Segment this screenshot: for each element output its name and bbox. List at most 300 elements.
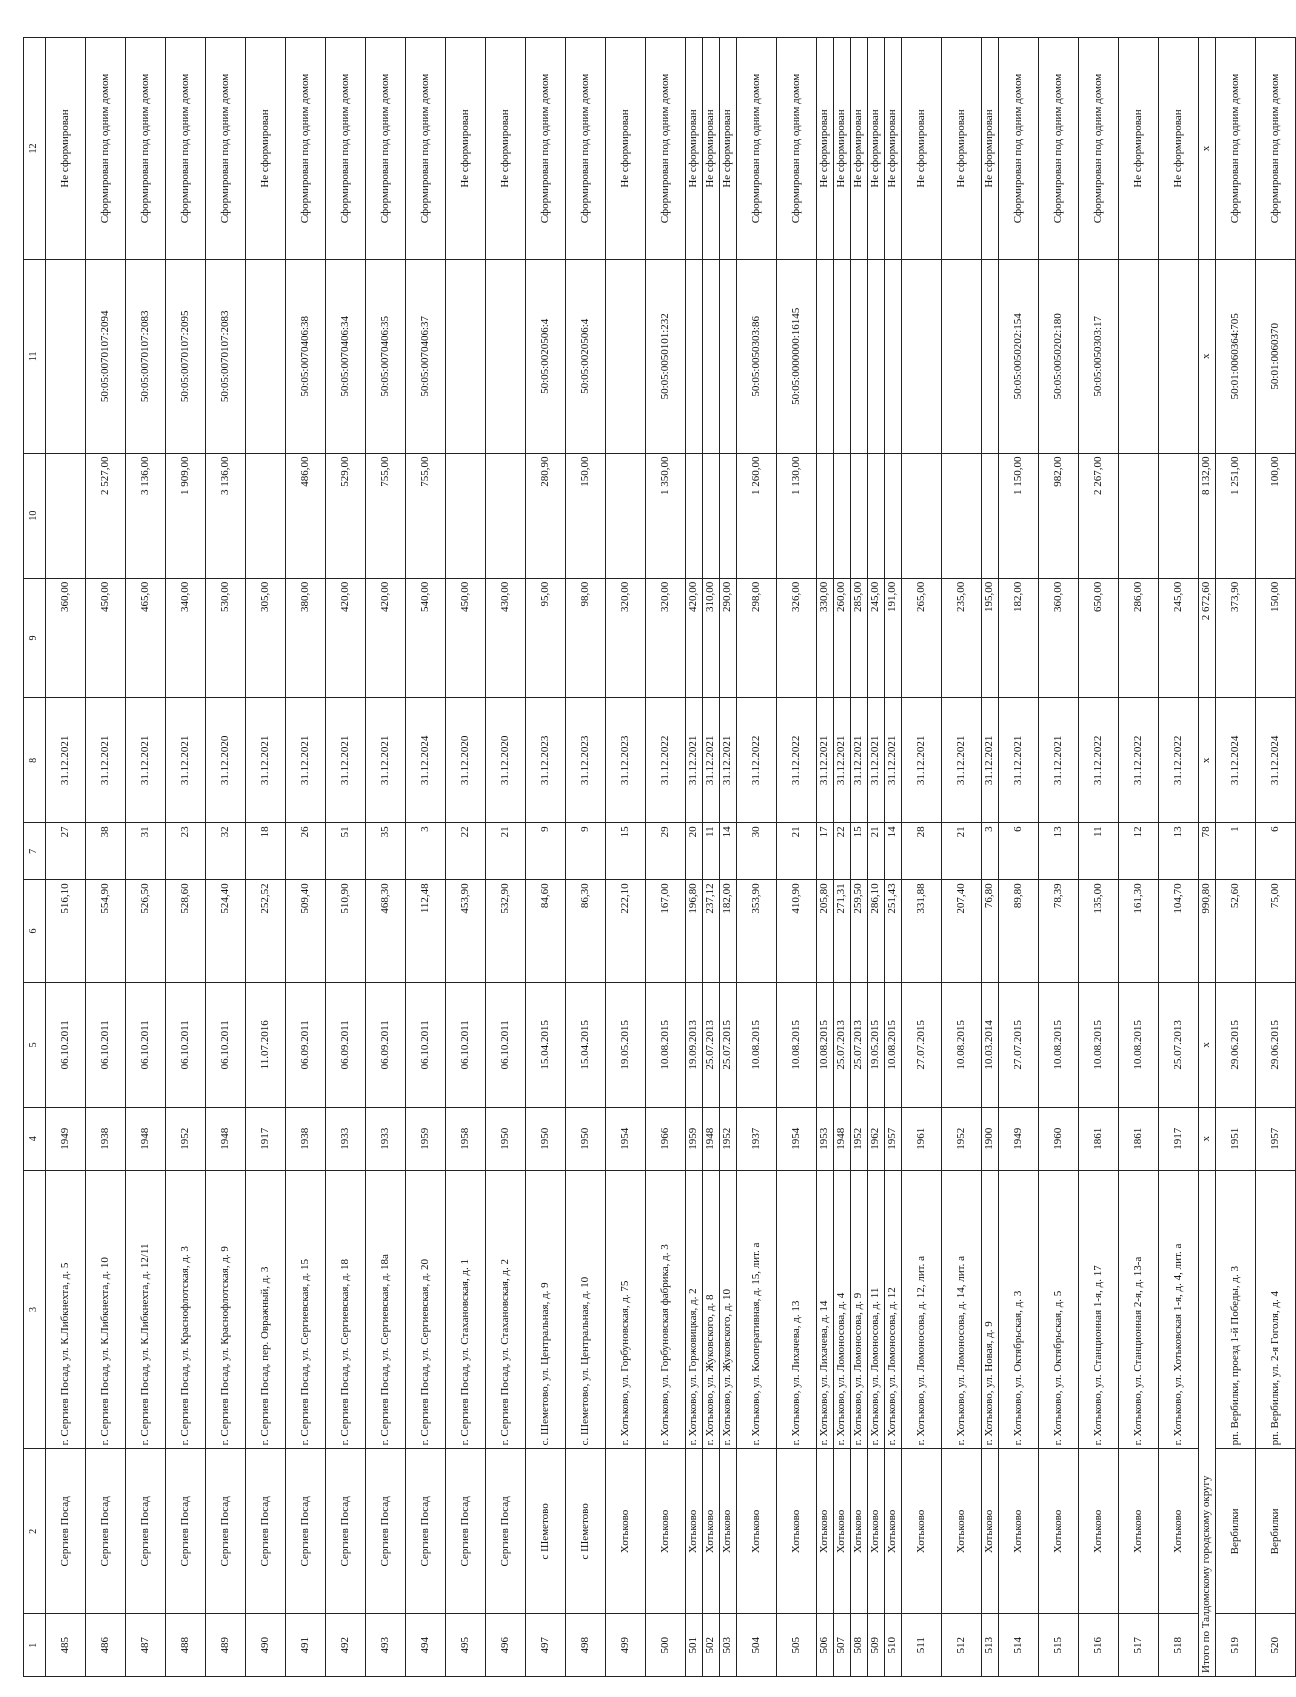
date: 25.07.2013 bbox=[834, 982, 851, 1107]
cadastral-number: 50:05:0070107:2095 bbox=[166, 260, 206, 453]
table-row bbox=[982, 38, 999, 1677]
cadastral-number: 50:05:0070107:2083 bbox=[206, 260, 246, 453]
build-year: 1961 bbox=[902, 1107, 942, 1170]
cadastral-area: 1 150,00 bbox=[999, 453, 1039, 578]
total-area: 78,39 bbox=[1039, 880, 1079, 982]
row-number: 498 bbox=[566, 1614, 606, 1677]
deadline: 31.12.2021 bbox=[851, 698, 868, 823]
total-label: Итого по Талдомскому городскому округу bbox=[1199, 1170, 1216, 1676]
residents: 3 bbox=[982, 823, 999, 880]
table-row bbox=[1256, 38, 1296, 1677]
land-area: 540,00 bbox=[406, 578, 446, 698]
deadline: 31.12.2021 bbox=[703, 698, 720, 823]
date: 10.03.2014 bbox=[982, 982, 999, 1107]
row-number: 510 bbox=[885, 1614, 902, 1677]
build-year: 1958 bbox=[446, 1107, 486, 1170]
cadastral-area bbox=[446, 453, 486, 578]
column-number: 5 bbox=[24, 982, 46, 1107]
total-area-land: 2 672,60 bbox=[1199, 578, 1216, 698]
settlement: Хотьково bbox=[720, 1449, 737, 1614]
settlement: Сергиев Посад bbox=[366, 1449, 406, 1614]
settlement: Хотьково bbox=[1119, 1449, 1159, 1614]
land-area: 265,00 bbox=[902, 578, 942, 698]
deadline: 31.12.2024 bbox=[1216, 698, 1256, 823]
land-area: 380,00 bbox=[286, 578, 326, 698]
total-deadline: x bbox=[1199, 698, 1216, 823]
status: Сформирован под одним домом bbox=[999, 38, 1039, 260]
residents: 31 bbox=[126, 823, 166, 880]
residents: 30 bbox=[737, 823, 777, 880]
cadastral-area: 982,00 bbox=[1039, 453, 1079, 578]
row-number: 509 bbox=[868, 1614, 885, 1677]
date: 10.08.2015 bbox=[1119, 982, 1159, 1107]
row-number: 518 bbox=[1159, 1614, 1199, 1677]
cadastral-number: 50:05:0050303:17 bbox=[1079, 260, 1119, 453]
cadastral-area: 486,00 bbox=[286, 453, 326, 578]
cadastral-number bbox=[686, 260, 703, 453]
row-number: 516 bbox=[1079, 1614, 1119, 1677]
deadline: 31.12.2021 bbox=[982, 698, 999, 823]
build-year: 1962 bbox=[868, 1107, 885, 1170]
total-area: 76,80 bbox=[982, 880, 999, 982]
column-number: 9 bbox=[24, 578, 46, 698]
settlement: Хотьково bbox=[902, 1449, 942, 1614]
land-area: 420,00 bbox=[686, 578, 703, 698]
total-area: 75,00 bbox=[1256, 880, 1296, 982]
land-area: 245,00 bbox=[1159, 578, 1199, 698]
cadastral-area: 2 527,00 bbox=[86, 453, 126, 578]
cadastral-area: 100,00 bbox=[1256, 453, 1296, 578]
settlement: Вербилки bbox=[1216, 1449, 1256, 1614]
document-sheet bbox=[23, 37, 1281, 1677]
row-number: 519 bbox=[1216, 1614, 1256, 1677]
build-year: 1949 bbox=[46, 1107, 86, 1170]
row-number: 505 bbox=[777, 1614, 817, 1677]
column-number: 11 bbox=[24, 260, 46, 453]
status: Сформирован под одним домом bbox=[1079, 38, 1119, 260]
settlement: Сергиев Посад bbox=[326, 1449, 366, 1614]
row-number: 489 bbox=[206, 1614, 246, 1677]
deadline: 31.12.2020 bbox=[486, 698, 526, 823]
cadastral-area bbox=[834, 453, 851, 578]
residents: 14 bbox=[720, 823, 737, 880]
total-area: 554,90 bbox=[86, 880, 126, 982]
land-area: 360,00 bbox=[1039, 578, 1079, 698]
build-year: 1950 bbox=[486, 1107, 526, 1170]
date: 06.10.2011 bbox=[46, 982, 86, 1107]
residents: 23 bbox=[166, 823, 206, 880]
cadastral-area bbox=[982, 453, 999, 578]
status: Сформирован под одним домом bbox=[86, 38, 126, 260]
cadastral-number bbox=[246, 260, 286, 453]
row-number: 517 bbox=[1119, 1614, 1159, 1677]
build-year: 1948 bbox=[834, 1107, 851, 1170]
address: г. Хотьково, ул. Лихачева, д. 14 bbox=[817, 1170, 834, 1449]
cadastral-area: 1 909,00 bbox=[166, 453, 206, 578]
settlement: Хотьково bbox=[777, 1449, 817, 1614]
status: Сформирован под одним домом bbox=[206, 38, 246, 260]
table-row bbox=[737, 38, 777, 1677]
cadastral-number bbox=[902, 260, 942, 453]
address: г. Хотьково, ул. Ломоносова, д. 4 bbox=[834, 1170, 851, 1449]
cadastral-area bbox=[720, 453, 737, 578]
address: г. Хотьково, ул. Ломоносова, д. 11 bbox=[868, 1170, 885, 1449]
row-number: 485 bbox=[46, 1614, 86, 1677]
deadline: 31.12.2021 bbox=[166, 698, 206, 823]
settlement: Хотьково bbox=[606, 1449, 646, 1614]
status: Сформирован под одним домом bbox=[326, 38, 366, 260]
land-area: 310,00 bbox=[703, 578, 720, 698]
date: 29.06.2015 bbox=[1256, 982, 1296, 1107]
total-area: 222,10 bbox=[606, 880, 646, 982]
settlement: Хотьково bbox=[646, 1449, 686, 1614]
total-row bbox=[1199, 38, 1216, 1677]
address: г. Сергиев Посад, ул. Стахановская, д. 2 bbox=[486, 1170, 526, 1449]
cadastral-area: 529,00 bbox=[326, 453, 366, 578]
status: Сформирован под одним домом bbox=[366, 38, 406, 260]
table-row bbox=[166, 38, 206, 1677]
deadline: 31.12.2022 bbox=[1159, 698, 1199, 823]
total-area: 196,80 bbox=[686, 880, 703, 982]
settlement: Хотьково bbox=[703, 1449, 720, 1614]
build-year: 1957 bbox=[885, 1107, 902, 1170]
settlement: Сергиев Посад bbox=[86, 1449, 126, 1614]
deadline: 31.12.2022 bbox=[777, 698, 817, 823]
deadline: 31.12.2022 bbox=[1079, 698, 1119, 823]
column-number-row bbox=[24, 38, 46, 1677]
status: Не сформирован bbox=[703, 38, 720, 260]
cadastral-area bbox=[851, 453, 868, 578]
deadline: 31.12.2022 bbox=[646, 698, 686, 823]
total-date: x bbox=[1199, 982, 1216, 1107]
deadline: 31.12.2023 bbox=[606, 698, 646, 823]
land-area: 340,00 bbox=[166, 578, 206, 698]
residents: 29 bbox=[646, 823, 686, 880]
residents: 26 bbox=[286, 823, 326, 880]
cadastral-number: 50:05:0020506:4 bbox=[566, 260, 606, 453]
date: 06.09.2011 bbox=[326, 982, 366, 1107]
residents: 20 bbox=[686, 823, 703, 880]
residents: 21 bbox=[486, 823, 526, 880]
housing-table bbox=[23, 37, 1296, 1677]
land-area: 430,00 bbox=[486, 578, 526, 698]
cadastral-number bbox=[982, 260, 999, 453]
date: 06.10.2011 bbox=[126, 982, 166, 1107]
cadastral-area: 2 267,00 bbox=[1079, 453, 1119, 578]
residents: 13 bbox=[1159, 823, 1199, 880]
status: Не сформирован bbox=[720, 38, 737, 260]
table-row bbox=[999, 38, 1039, 1677]
build-year: 1950 bbox=[566, 1107, 606, 1170]
status: Не сформирован bbox=[686, 38, 703, 260]
residents: 15 bbox=[606, 823, 646, 880]
cadastral-number: 50:05:0020506:4 bbox=[526, 260, 566, 453]
land-area: 285,00 bbox=[851, 578, 868, 698]
settlement: Хотьково bbox=[1159, 1449, 1199, 1614]
build-year: 1954 bbox=[606, 1107, 646, 1170]
residents: 18 bbox=[246, 823, 286, 880]
cadastral-area bbox=[703, 453, 720, 578]
total-area: 532,90 bbox=[486, 880, 526, 982]
status: Сформирован под одним домом bbox=[1256, 38, 1296, 260]
cadastral-area bbox=[1159, 453, 1199, 578]
deadline: 31.12.2020 bbox=[206, 698, 246, 823]
address: г. Хотьково, ул. Октябрьская, д. 3 bbox=[999, 1170, 1039, 1449]
table-row bbox=[868, 38, 885, 1677]
build-year: 1952 bbox=[720, 1107, 737, 1170]
date: 06.10.2011 bbox=[86, 982, 126, 1107]
deadline: 31.12.2021 bbox=[126, 698, 166, 823]
total-area: 207,40 bbox=[942, 880, 982, 982]
row-number: 495 bbox=[446, 1614, 486, 1677]
residents: 38 bbox=[86, 823, 126, 880]
land-area: 182,00 bbox=[999, 578, 1039, 698]
row-number: 511 bbox=[902, 1614, 942, 1677]
total-area: 259,50 bbox=[851, 880, 868, 982]
land-area: 286,00 bbox=[1119, 578, 1159, 698]
total-area: 135,00 bbox=[1079, 880, 1119, 982]
total-area: 182,00 bbox=[720, 880, 737, 982]
build-year: 1948 bbox=[703, 1107, 720, 1170]
row-number: 513 bbox=[982, 1614, 999, 1677]
column-number: 1 bbox=[24, 1614, 46, 1677]
table-row bbox=[646, 38, 686, 1677]
build-year: 1917 bbox=[1159, 1107, 1199, 1170]
row-number: 503 bbox=[720, 1614, 737, 1677]
residents: 21 bbox=[942, 823, 982, 880]
land-area: 290,00 bbox=[720, 578, 737, 698]
residents: 21 bbox=[868, 823, 885, 880]
deadline: 31.12.2021 bbox=[86, 698, 126, 823]
date: 25.07.2013 bbox=[703, 982, 720, 1107]
residents: 12 bbox=[1119, 823, 1159, 880]
row-number: 520 bbox=[1256, 1614, 1296, 1677]
cadastral-area bbox=[942, 453, 982, 578]
total-area: 251,43 bbox=[885, 880, 902, 982]
address: г. Сергиев Посад, ул. Сергиевская, д. 18 bbox=[326, 1170, 366, 1449]
land-area: 326,00 bbox=[777, 578, 817, 698]
deadline: 31.12.2021 bbox=[999, 698, 1039, 823]
table-row bbox=[486, 38, 526, 1677]
status: Сформирован под одним домом bbox=[126, 38, 166, 260]
status: Не сформирован bbox=[246, 38, 286, 260]
date: 06.10.2011 bbox=[206, 982, 246, 1107]
date: 10.08.2015 bbox=[1039, 982, 1079, 1107]
total-area: 526,50 bbox=[126, 880, 166, 982]
address: г. Хотьково, ул. Ломоносова, д. 9 bbox=[851, 1170, 868, 1449]
residents: 35 bbox=[366, 823, 406, 880]
land-area: 320,00 bbox=[646, 578, 686, 698]
cadastral-area bbox=[817, 453, 834, 578]
total-area: 104,70 bbox=[1159, 880, 1199, 982]
table-row bbox=[206, 38, 246, 1677]
land-area: 260,00 bbox=[834, 578, 851, 698]
total-area: 86,30 bbox=[566, 880, 606, 982]
address: рп. Вербилки, проезд 1-й Победы, д. 3 bbox=[1216, 1170, 1256, 1449]
settlement: с Шеметово bbox=[566, 1449, 606, 1614]
total-area: 252,52 bbox=[246, 880, 286, 982]
cadastral-number: 50:05:0000000:16145 bbox=[777, 260, 817, 453]
status: Сформирован под одним домом bbox=[1216, 38, 1256, 260]
settlement: Сергиев Посад bbox=[446, 1449, 486, 1614]
deadline: 31.12.2023 bbox=[526, 698, 566, 823]
deadline: 31.12.2022 bbox=[737, 698, 777, 823]
land-area: 450,00 bbox=[86, 578, 126, 698]
table-row bbox=[834, 38, 851, 1677]
cadastral-number bbox=[1159, 260, 1199, 453]
row-number: 500 bbox=[646, 1614, 686, 1677]
row-number: 490 bbox=[246, 1614, 286, 1677]
status: Сформирован под одним домом bbox=[777, 38, 817, 260]
address: г. Сергиев Посад, ул. К.Либкнехта, д. 10 bbox=[86, 1170, 126, 1449]
deadline: 31.12.2023 bbox=[566, 698, 606, 823]
build-year: 1949 bbox=[999, 1107, 1039, 1170]
row-number: 487 bbox=[126, 1614, 166, 1677]
address: г. Сергиев Посад, ул. К.Либкнехта, д. 5 bbox=[46, 1170, 86, 1449]
cadastral-area: 1 350,00 bbox=[646, 453, 686, 578]
settlement: Хотьково bbox=[1079, 1449, 1119, 1614]
address: г. Хотьково, ул. Станционная 2-я, д. 13-а bbox=[1119, 1170, 1159, 1449]
address: г. Сергиев Посад, ул. Сергиевская, д. 15 bbox=[286, 1170, 326, 1449]
land-area: 330,00 bbox=[817, 578, 834, 698]
table-row bbox=[406, 38, 446, 1677]
residents: 9 bbox=[566, 823, 606, 880]
settlement: Сергиев Посад bbox=[206, 1449, 246, 1614]
address: г. Сергиев Посад, ул. Краснофлотская, д. 3 bbox=[166, 1170, 206, 1449]
date: 25.07.2013 bbox=[851, 982, 868, 1107]
settlement: Хотьково bbox=[1039, 1449, 1079, 1614]
settlement: Хотьково bbox=[686, 1449, 703, 1614]
cadastral-area: 3 136,00 bbox=[126, 453, 166, 578]
row-number: 504 bbox=[737, 1614, 777, 1677]
table-row bbox=[246, 38, 286, 1677]
cadastral-area bbox=[902, 453, 942, 578]
residents: 15 bbox=[851, 823, 868, 880]
land-area: 320,00 bbox=[606, 578, 646, 698]
land-area: 305,00 bbox=[246, 578, 286, 698]
deadline: 31.12.2024 bbox=[1256, 698, 1296, 823]
date: 06.10.2011 bbox=[486, 982, 526, 1107]
settlement: Хотьково bbox=[885, 1449, 902, 1614]
build-year: 1917 bbox=[246, 1107, 286, 1170]
land-area: 450,00 bbox=[446, 578, 486, 698]
total-area: 271,31 bbox=[834, 880, 851, 982]
deadline: 31.12.2021 bbox=[366, 698, 406, 823]
row-number: 506 bbox=[817, 1614, 834, 1677]
cadastral-area: 280,90 bbox=[526, 453, 566, 578]
deadline: 31.12.2021 bbox=[286, 698, 326, 823]
date: 06.10.2011 bbox=[446, 982, 486, 1107]
settlement: с Шеметово bbox=[526, 1449, 566, 1614]
build-year: 1952 bbox=[851, 1107, 868, 1170]
address: г. Хотьково, ул. Новая, д. 9 bbox=[982, 1170, 999, 1449]
date: 10.08.2015 bbox=[737, 982, 777, 1107]
deadline: 31.12.2021 bbox=[246, 698, 286, 823]
residents: 22 bbox=[834, 823, 851, 880]
total-area: 468,30 bbox=[366, 880, 406, 982]
column-number: 8 bbox=[24, 698, 46, 823]
build-year: 1948 bbox=[206, 1107, 246, 1170]
land-area: 95,00 bbox=[526, 578, 566, 698]
settlement: Вербилки bbox=[1256, 1449, 1296, 1614]
table-row bbox=[885, 38, 902, 1677]
residents: 3 bbox=[406, 823, 446, 880]
row-number: 497 bbox=[526, 1614, 566, 1677]
cadastral-area bbox=[46, 453, 86, 578]
cadastral-number bbox=[720, 260, 737, 453]
build-year: 1952 bbox=[942, 1107, 982, 1170]
total-area: 524,40 bbox=[206, 880, 246, 982]
address: г. Хотьково, ул. Жуковского, д. 10 bbox=[720, 1170, 737, 1449]
residents: 51 bbox=[326, 823, 366, 880]
address: г. Хотьково, ул. Станционная 1-я, д. 17 bbox=[1079, 1170, 1119, 1449]
date: 19.05.2015 bbox=[868, 982, 885, 1107]
residents: 11 bbox=[703, 823, 720, 880]
date: 29.06.2015 bbox=[1216, 982, 1256, 1107]
build-year: 1938 bbox=[86, 1107, 126, 1170]
total-area: 167,00 bbox=[646, 880, 686, 982]
total-area: 89,80 bbox=[999, 880, 1039, 982]
total-area: 84,60 bbox=[526, 880, 566, 982]
date: 06.10.2011 bbox=[166, 982, 206, 1107]
residents: 28 bbox=[902, 823, 942, 880]
table-row bbox=[606, 38, 646, 1677]
deadline: 31.12.2021 bbox=[817, 698, 834, 823]
residents: 6 bbox=[999, 823, 1039, 880]
residents: 11 bbox=[1079, 823, 1119, 880]
table-row bbox=[1119, 38, 1159, 1677]
status: Не сформирован bbox=[817, 38, 834, 260]
cadastral-number bbox=[834, 260, 851, 453]
address: г. Сергиев Посад, ул. Стахановская, д. 1 bbox=[446, 1170, 486, 1449]
cadastral-number bbox=[446, 260, 486, 453]
residents: 32 bbox=[206, 823, 246, 880]
build-year: 1938 bbox=[286, 1107, 326, 1170]
date: 19.09.2013 bbox=[686, 982, 703, 1107]
residents: 22 bbox=[446, 823, 486, 880]
settlement: Сергиев Посад bbox=[126, 1449, 166, 1614]
cadastral-area bbox=[686, 453, 703, 578]
settlement: Сергиев Посад bbox=[166, 1449, 206, 1614]
settlement: Сергиев Посад bbox=[246, 1449, 286, 1614]
table-row bbox=[851, 38, 868, 1677]
status: Не сформирован bbox=[606, 38, 646, 260]
build-year: 1960 bbox=[1039, 1107, 1079, 1170]
date: 06.09.2011 bbox=[286, 982, 326, 1107]
cadastral-number: 50:01:0060370 bbox=[1256, 260, 1296, 453]
row-number: 514 bbox=[999, 1614, 1039, 1677]
status: Сформирован под одним домом bbox=[646, 38, 686, 260]
date: 10.08.2015 bbox=[646, 982, 686, 1107]
cadastral-number bbox=[885, 260, 902, 453]
row-number: 486 bbox=[86, 1614, 126, 1677]
deadline: 31.12.2021 bbox=[885, 698, 902, 823]
deadline: 31.12.2022 bbox=[1119, 698, 1159, 823]
cadastral-number: 50:05:0050101:232 bbox=[646, 260, 686, 453]
table-row bbox=[46, 38, 86, 1677]
land-area: 235,00 bbox=[942, 578, 982, 698]
address: г. Хотьково, ул. Горбуновская фабрика, д. 3 bbox=[646, 1170, 686, 1449]
deadline: 31.12.2021 bbox=[686, 698, 703, 823]
date: 15.04.2015 bbox=[526, 982, 566, 1107]
row-number: 502 bbox=[703, 1614, 720, 1677]
land-area: 245,00 bbox=[868, 578, 885, 698]
date: 25.07.2013 bbox=[1159, 982, 1199, 1107]
total-year: x bbox=[1199, 1107, 1216, 1170]
row-number: 492 bbox=[326, 1614, 366, 1677]
status: Не сформирован bbox=[1159, 38, 1199, 260]
residents: 6 bbox=[1256, 823, 1296, 880]
